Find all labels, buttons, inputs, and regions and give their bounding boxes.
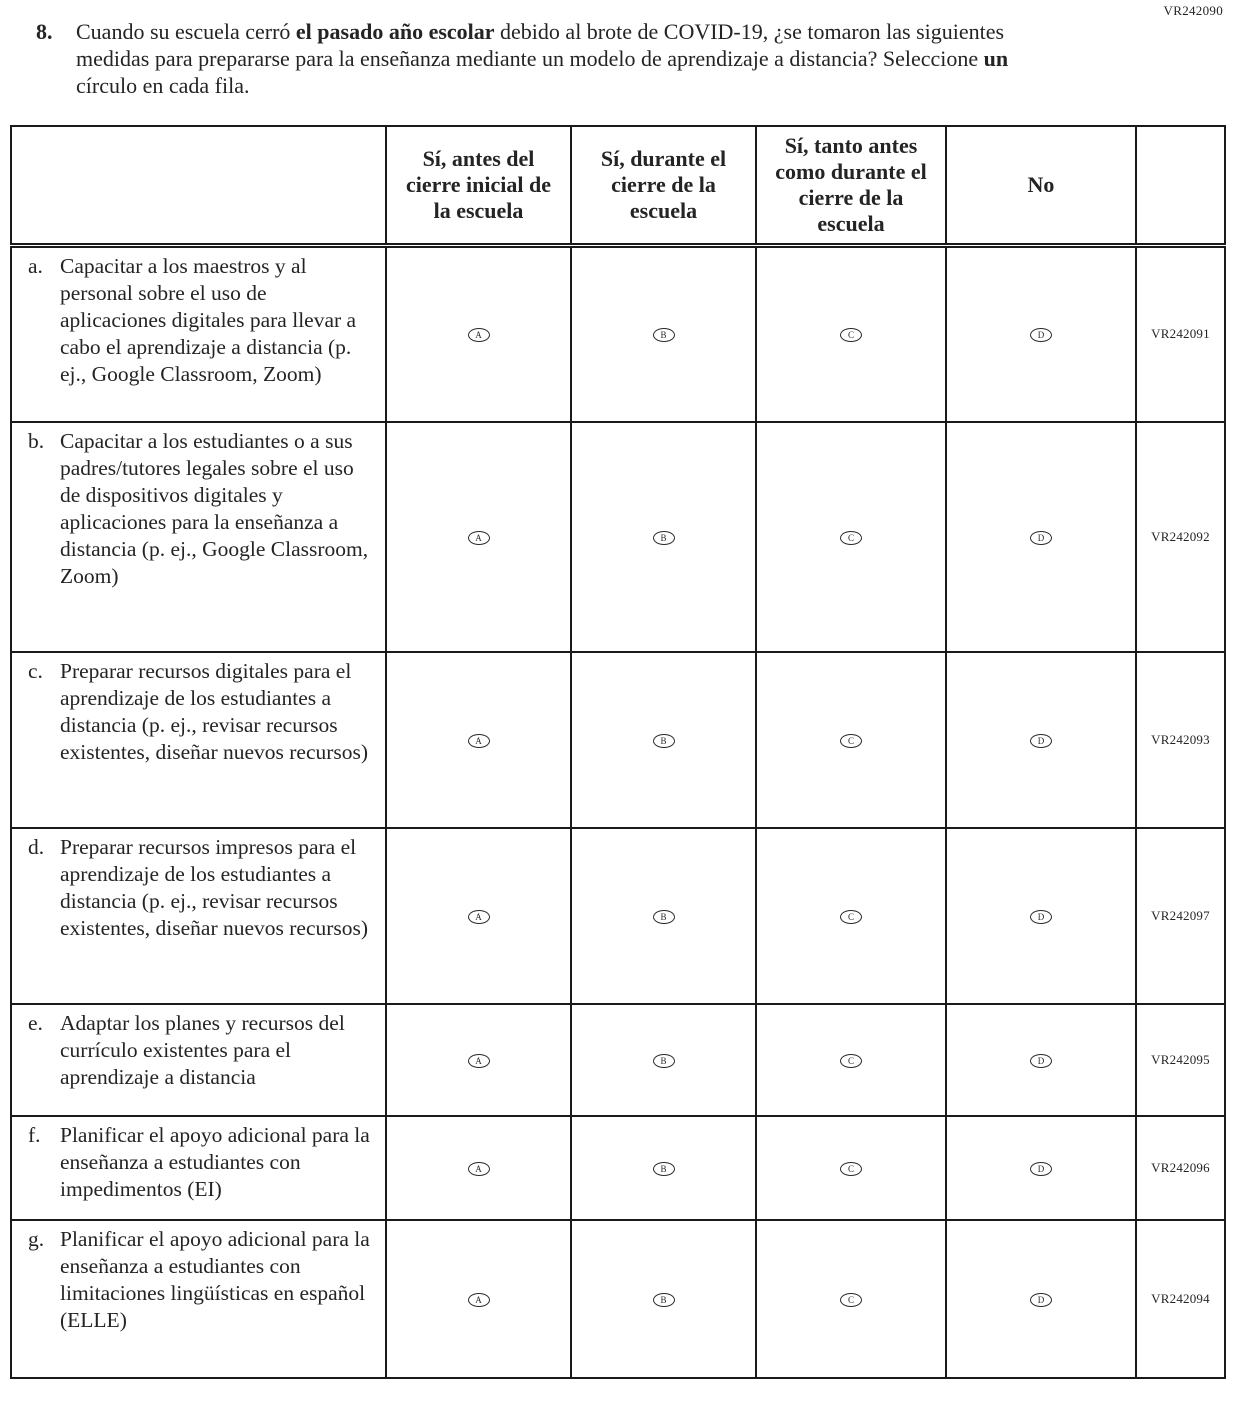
row-label-cell <box>11 1004 386 1116</box>
answer-bubble-d[interactable]: D <box>1030 734 1052 748</box>
answer-bubble-c[interactable]: C <box>840 328 862 342</box>
answer-bubble-d[interactable]: D <box>1030 910 1052 924</box>
option-cell-c <box>756 1116 946 1220</box>
column-header-code-blank <box>1136 126 1225 246</box>
row-label: Planificar el apoyo adicional para la enseñanza a estudiantes con impedimentos (EI) <box>60 1122 370 1201</box>
question-text <box>76 18 1028 99</box>
option-cell-b <box>571 422 756 652</box>
row-letter: b. <box>28 428 45 453</box>
answer-bubble-b[interactable]: B <box>653 1293 675 1307</box>
option-cell-a <box>386 1220 571 1378</box>
table-header <box>11 126 1225 246</box>
option-cell-d <box>946 422 1136 652</box>
row-letter: f. <box>28 1122 41 1147</box>
question-text-part2: debido al brote de COVID-19, ¿se tomaron las siguientes medidas para prepararse para la enseñanza mediante un modelo de aprendizaje a distancia? Seleccione <box>76 19 1005 71</box>
row-letter: e. <box>28 1010 43 1035</box>
answer-bubble-c[interactable]: C <box>840 910 862 924</box>
option-cell-d <box>946 828 1136 1004</box>
question-text-bold1: el pasado año escolar <box>295 19 495 44</box>
row-label: Planificar el apoyo adicional para la enseñanza a estudiantes con limitaciones lingüísticas en español (ELLE) <box>60 1226 370 1332</box>
row-code: VR242094 <box>1136 1220 1225 1378</box>
option-cell-d <box>946 1004 1136 1116</box>
question-table <box>10 125 1226 1379</box>
answer-bubble-c[interactable]: C <box>840 1054 862 1068</box>
table-row-d <box>11 828 1225 1004</box>
option-cell-b <box>571 1220 756 1378</box>
page-form-code: VR242090 <box>1163 3 1223 18</box>
row-label-cell <box>11 422 386 652</box>
option-cell-d <box>946 246 1136 422</box>
option-cell-b <box>571 652 756 828</box>
row-label: Capacitar a los estudiantes o a sus padres/tutores legales sobre el uso de dispositivos digitales y aplicaciones para la enseñanza a distancia (p. ej., Google Classroom, Zoom) <box>60 428 369 588</box>
row-code: VR242097 <box>1136 828 1225 1004</box>
option-cell-a <box>386 1116 571 1220</box>
option-cell-c <box>756 246 946 422</box>
row-label-cell <box>11 652 386 828</box>
answer-bubble-a[interactable]: A <box>468 910 490 924</box>
option-cell-b <box>571 1116 756 1220</box>
answer-bubble-a[interactable]: A <box>468 531 490 545</box>
option-cell-c <box>756 422 946 652</box>
question-block <box>36 18 1193 99</box>
question-text-part3: círculo en cada fila. <box>76 73 250 98</box>
option-cell-d <box>946 1220 1136 1378</box>
table-row-e <box>11 1004 1225 1116</box>
column-header-yes-during: Sí, durante el cierre de la escuela <box>571 126 756 246</box>
option-cell-a <box>386 246 571 422</box>
row-code: VR242096 <box>1136 1116 1225 1220</box>
header-row <box>11 126 1225 246</box>
answer-bubble-b[interactable]: B <box>653 910 675 924</box>
row-letter: g. <box>28 1226 45 1251</box>
option-cell-a <box>386 1004 571 1116</box>
row-letter: d. <box>28 834 45 859</box>
table-row-c <box>11 652 1225 828</box>
answer-bubble-a[interactable]: A <box>468 734 490 748</box>
question-text-bold2: un <box>983 46 1009 71</box>
row-label: Preparar recursos digitales para el aprendizaje de los estudiantes a distancia (p. ej., revisar recursos existentes, diseñar nuevos recursos) <box>60 658 369 764</box>
option-cell-c <box>756 1220 946 1378</box>
option-cell-d <box>946 652 1136 828</box>
row-label-cell <box>11 246 386 422</box>
option-cell-d <box>946 1116 1136 1220</box>
answer-bubble-c[interactable]: C <box>840 734 862 748</box>
answer-bubble-d[interactable]: D <box>1030 328 1052 342</box>
option-cell-b <box>571 828 756 1004</box>
table-row-f <box>11 1116 1225 1220</box>
question-text-part1: Cuando su escuela cerró <box>76 19 296 44</box>
table-row-b <box>11 422 1225 652</box>
row-letter: c. <box>28 658 43 683</box>
answer-bubble-c[interactable]: C <box>840 1162 862 1176</box>
answer-bubble-a[interactable]: A <box>468 1293 490 1307</box>
option-cell-c <box>756 1004 946 1116</box>
answer-bubble-c[interactable]: C <box>840 531 862 545</box>
option-cell-b <box>571 246 756 422</box>
answer-bubble-a[interactable]: A <box>468 1054 490 1068</box>
row-label-cell <box>11 1116 386 1220</box>
answer-bubble-d[interactable]: D <box>1030 1054 1052 1068</box>
answer-bubble-d[interactable]: D <box>1030 1162 1052 1176</box>
row-code: VR242093 <box>1136 652 1225 828</box>
table-body <box>11 246 1225 1378</box>
answer-bubble-a[interactable]: A <box>468 1162 490 1176</box>
row-label: Adaptar los planes y recursos del currículo existentes para el aprendizaje a distancia <box>60 1010 345 1089</box>
answer-bubble-b[interactable]: B <box>653 734 675 748</box>
row-code: VR242091 <box>1136 246 1225 422</box>
answer-bubble-b[interactable]: B <box>653 1162 675 1176</box>
answer-bubble-b[interactable]: B <box>653 1054 675 1068</box>
question-number: 8. <box>36 19 53 44</box>
answer-bubble-d[interactable]: D <box>1030 1293 1052 1307</box>
option-cell-a <box>386 422 571 652</box>
table-row-g <box>11 1220 1225 1378</box>
row-letter: a. <box>28 254 43 278</box>
option-cell-b <box>571 1004 756 1116</box>
answer-bubble-c[interactable]: C <box>840 1293 862 1307</box>
option-cell-a <box>386 652 571 828</box>
answer-bubble-d[interactable]: D <box>1030 531 1052 545</box>
column-header-yes-both: Sí, tanto antes como durante el cierre de la escuela <box>756 126 946 246</box>
column-header-blank <box>11 126 386 246</box>
row-label: Preparar recursos impresos para el aprendizaje de los estudiantes a distancia (p. ej., revisar recursos existentes, diseñar nuevos recursos) <box>60 834 369 940</box>
table-row-a <box>11 246 1225 422</box>
answer-bubble-b[interactable]: B <box>653 328 675 342</box>
column-header-no: No <box>946 126 1136 246</box>
answer-bubble-a[interactable]: A <box>468 328 490 342</box>
option-cell-c <box>756 828 946 1004</box>
answer-bubble-b[interactable]: B <box>653 531 675 545</box>
row-label-cell <box>11 828 386 1004</box>
option-cell-c <box>756 652 946 828</box>
row-code: VR242092 <box>1136 422 1225 652</box>
option-cell-a <box>386 828 571 1004</box>
row-label: Capacitar a los maestros y al personal sobre el uso de aplicaciones digitales para llevar a cabo el aprendizaje a distancia (p. ej., Google Classroom, Zoom) <box>60 254 357 386</box>
column-header-yes-before: Sí, antes del cierre inicial de la escuela <box>386 126 571 246</box>
row-code: VR242095 <box>1136 1004 1225 1116</box>
row-label-cell <box>11 1220 386 1378</box>
